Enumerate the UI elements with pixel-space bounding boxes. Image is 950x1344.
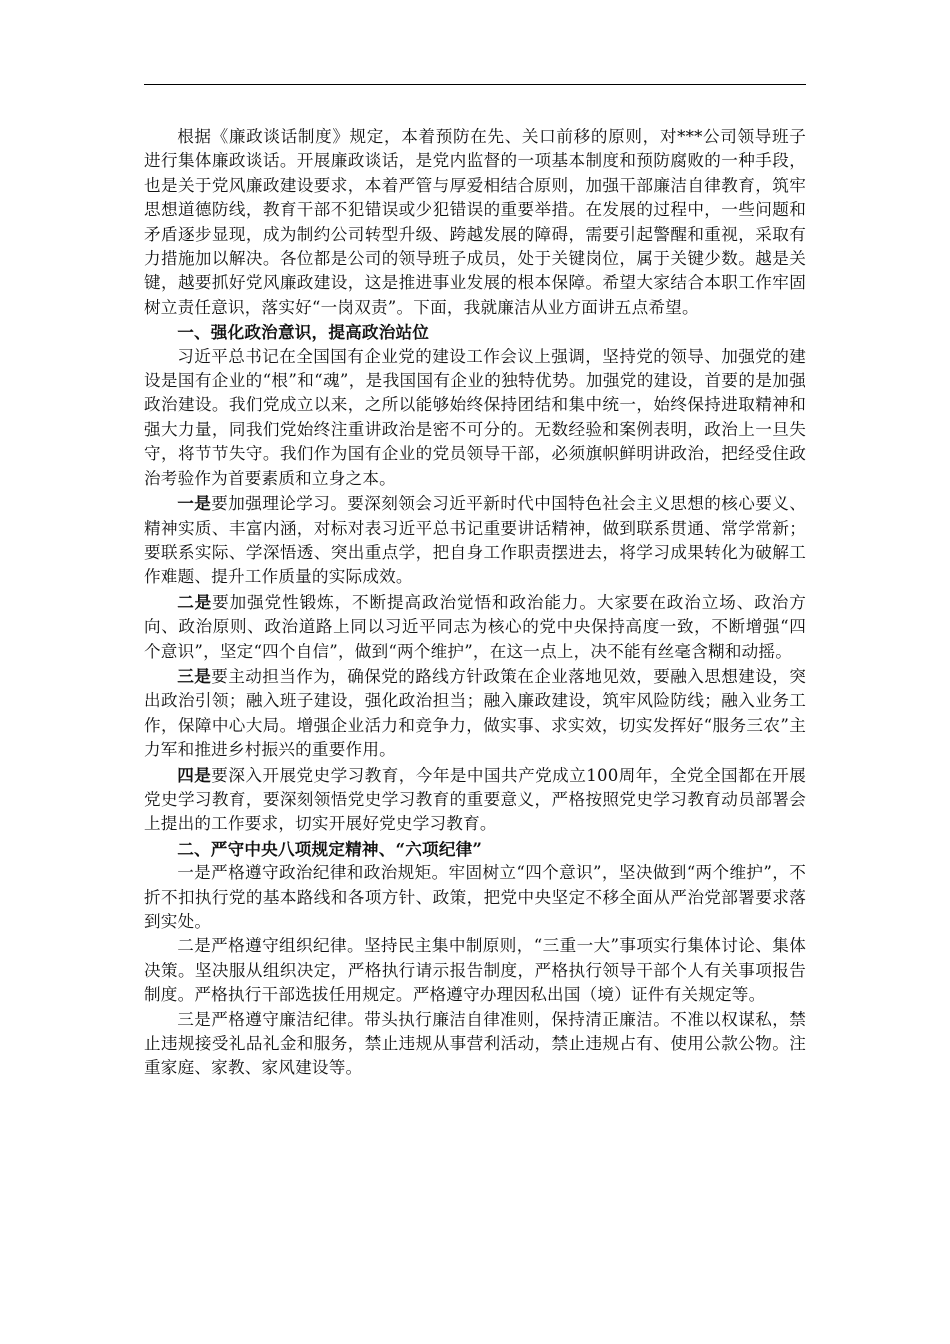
- section2-paragraph-2: 二是严格遵守组织纪律。坚持民主集中制原则，“三重一大”事项实行集体讨论、集体决策。坚决服从组织决定，严格执行请示报告制度，严格执行领导干部个人有关事项报告制度。严格执行干部选拔任用规定。严格遵守办理因私出国（境）证件有关规定等。: [144, 936, 806, 1005]
- item-text: 要深入开展党史学习教育，今年是中国共产党成立100周年，全党全国都在开展党史学习教育，要深刻领悟党史学习教育的重要意义，严格按照党史学习教育动员部署会上提出的工作要求，切实开展好党史学习教育。: [144, 765, 806, 834]
- section-heading-2: 二、严守中央八项规定精神、“六项纪律”: [177, 838, 483, 859]
- item-lead: 四是: [177, 764, 212, 785]
- item-text: 要加强理论学习。要深刻领会习近平新时代中国特色社会主义思想的核心要义、精神实质、丰富内涵，对标对表习近平总书记重要讲话精神，做到联系贯通、常学常新；要联系实际、学深悟透、突出重点学，把自身工作职责摆进去，将学习成果转化为破解工作难题、提升工作质量的实际成效。: [144, 494, 807, 587]
- item-text: 要加强党性锻炼，不断提高政治觉悟和政治能力。大家要在政治立场、政治方向、政治原则、政治道路上同以习近平同志为核心的党中央保持高度一致，不断增强“四个意识”，坚定“四个自信”，做到“两个维护”，在这一点上，决不能有丝毫含糊和动摇。: [144, 592, 806, 661]
- section2-paragraph-3: 三是严格遵守廉洁纪律。带头执行廉洁自律准则，保持清正廉洁。不准以权谋私，禁止违规接受礼品礼金和服务，禁止违规从事营利活动，禁止违规占有、使用公款公物。注重家庭、家教、家风建设等。: [144, 1009, 806, 1078]
- item-lead: 三是: [177, 665, 212, 686]
- section1-item-3: [144, 664, 806, 763]
- document-body: [144, 125, 806, 1081]
- item-lead: 二是: [177, 591, 213, 612]
- item-lead: 一是: [177, 493, 212, 514]
- section1-item-4: [144, 763, 806, 837]
- section-heading-1: 一、强化政治意识，提高政治站位: [177, 322, 430, 343]
- section2-paragraph-1: 一是严格遵守政治纪律和政治规矩。牢固树立“四个意识”，坚决做到“两个维护”，不折不扣执行党的基本路线和各项方针、政策，把党中央坚定不移全面从严治党部署要求落到实处。: [144, 863, 806, 931]
- header-rule: [144, 84, 806, 85]
- section1-item-1: [144, 491, 806, 590]
- intro-paragraph: 根据《廉政谈话制度》规定，本着预防在先、关口前移的原则，对***公司领导班子进行集体廉政谈话。开展廉政谈话，是党内监督的一项基本制度和预防腐败的一种手段，也是关于党风廉政建设要求，本着严管与厚爱相结合原则，加强干部廉洁自律教育，筑牢思想道德防线，教育干部不犯错误或少犯错误的重要举措。在发展的过程中，一些问题和矛盾逐步显现，成为制约公司转型升级、跨越发展的障碍，需要引起警醒和重视，采取有力措施加以解决。各位都是公司的领导班子成员，处于关键岗位，属于关键少数。越是关键，越要抓好党风廉政建设，这是推进事业发展的根本保障。希望大家结合本职工作牢固树立责任意识，落实好“一岗双责”。下面，我就廉洁从业方面讲五点希望。: [144, 127, 806, 317]
- section1-paragraph: 习近平总书记在全国国有企业党的建设工作会议上强调，坚持党的领导、加强党的建设是国有企业的“根”和“魂”，是我国国有企业的独特优势。加强党的建设，首要的是加强政治建设。我们党成立以来，之所以能够始终保持团结和集中统一，始终保持进取精神和强大力量，同我们党始终注重讲政治是密不可分的。无数经验和案例表明，政治上一旦失守，将节节失守。我们作为国有企业的党员领导干部，必须旗帜鲜明讲政治，把经受住政治考验作为首要素质和立身之本。: [144, 346, 806, 488]
- section1-item-2: [144, 590, 806, 664]
- item-text: 要主动担当作为，确保党的路线方针政策在企业落地见效，要融入思想建设，突出政治引领；融入班子建设，强化政治担当；融入廉政建设，筑牢风险防线；融入业务工作，保障中心大局。增强企业活力和竞争力，做实事、求实效，切实发挥好“服务三农”主力军和推进乡村振兴的重要作用。: [144, 666, 807, 760]
